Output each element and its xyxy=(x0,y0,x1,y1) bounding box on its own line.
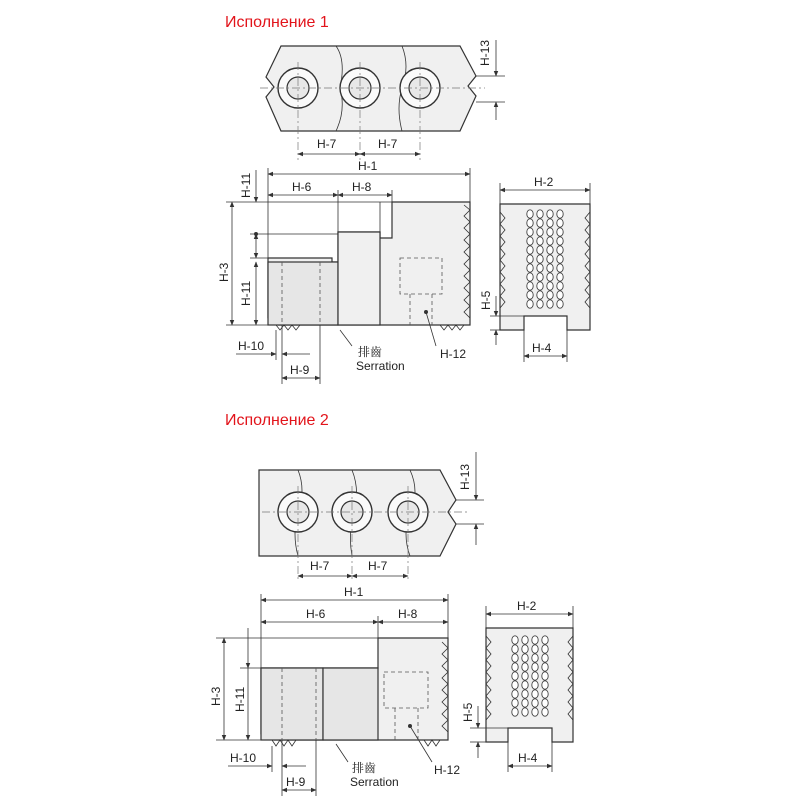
dim-label-h7-right-2: H-7 xyxy=(368,559,388,573)
serration-label-2: Serration xyxy=(350,775,399,789)
serration-tooth xyxy=(557,273,563,281)
serration-tooth xyxy=(542,645,548,653)
serration-tooth xyxy=(557,282,563,290)
dim-label-h10-1: H-10 xyxy=(238,339,265,353)
section-2-title: Исполнение 2 xyxy=(225,412,329,429)
serration-tooth xyxy=(532,663,538,671)
end-view-2 xyxy=(470,606,573,772)
dim-label-h11-lower-1: H-11 xyxy=(239,280,253,306)
serration-tooth xyxy=(522,699,528,707)
serration-tooth xyxy=(557,246,563,254)
serration-tooth xyxy=(542,699,548,707)
serration-tooth xyxy=(527,237,533,245)
dim-label-h11-2: H-11 xyxy=(233,686,247,712)
dim-label-h4-2: H-4 xyxy=(518,751,538,765)
serration-tooth xyxy=(512,663,518,671)
dim-label-h1-2: H-1 xyxy=(344,585,364,599)
serration-tooth xyxy=(512,681,518,689)
serration-label-1: Serration xyxy=(356,359,405,373)
serration-tooth xyxy=(532,690,538,698)
serration-tooth xyxy=(557,237,563,245)
serration-tooth xyxy=(537,282,543,290)
serration-tooth xyxy=(512,654,518,662)
dim-label-h3-1: H-3 xyxy=(217,262,231,282)
serration-tooth xyxy=(512,636,518,644)
dim-label-h3-2: H-3 xyxy=(209,686,223,706)
dim-label-h9-2: H-9 xyxy=(286,775,306,789)
serration-tooth xyxy=(527,246,533,254)
serration-tooth xyxy=(512,672,518,680)
serration-tooth xyxy=(557,300,563,308)
end-view-1 xyxy=(490,183,590,362)
serration-tooth xyxy=(537,237,543,245)
serration-tooth xyxy=(547,300,553,308)
serration-tooth xyxy=(532,699,538,707)
serration-tooth xyxy=(537,273,543,281)
dim-label-h11-upper-1: H-11 xyxy=(239,172,253,198)
serration-tooth xyxy=(537,219,543,227)
serration-tooth xyxy=(537,264,543,272)
serration-cjk-label-1: 排齒 xyxy=(358,345,383,359)
serration-tooth xyxy=(522,663,528,671)
serration-tooth xyxy=(542,663,548,671)
serration-tooth xyxy=(542,690,548,698)
serration-tooth xyxy=(537,300,543,308)
serration-tooth xyxy=(547,219,553,227)
dim-label-h12-2: H-12 xyxy=(434,763,461,777)
serration-tooth xyxy=(522,672,528,680)
serration-tooth xyxy=(532,654,538,662)
serration-tooth xyxy=(512,690,518,698)
dim-label-h6-2: H-6 xyxy=(306,607,326,621)
serration-tooth xyxy=(542,654,548,662)
serration-tooth xyxy=(542,672,548,680)
dim-label-h8-1: H-8 xyxy=(352,180,372,194)
serration-tooth xyxy=(537,291,543,299)
serration-tooth xyxy=(557,291,563,299)
serration-tooth xyxy=(557,228,563,236)
dim-label-h5-2: H-5 xyxy=(461,702,475,722)
dim-label-h1-1: H-1 xyxy=(358,159,378,173)
serration-tooth xyxy=(522,708,528,716)
dim-label-h13-2: H-13 xyxy=(458,463,472,490)
serration-tooth xyxy=(532,708,538,716)
serration-tooth xyxy=(547,246,553,254)
serration-tooth xyxy=(537,228,543,236)
serration-tooth xyxy=(547,273,553,281)
dim-label-h7-left-1: H-7 xyxy=(317,137,337,151)
serration-tooth xyxy=(532,681,538,689)
serration-tooth xyxy=(532,636,538,644)
serration-tooth xyxy=(532,645,538,653)
serration-tooth xyxy=(527,210,533,218)
serration-tooth xyxy=(537,210,543,218)
serration-tooth xyxy=(542,636,548,644)
dim-label-h2-1: H-2 xyxy=(534,175,554,189)
serration-tooth xyxy=(527,219,533,227)
dim-label-h12-1: H-12 xyxy=(440,347,467,361)
serration-cjk-label-2: 排齒 xyxy=(352,761,377,775)
serration-tooth xyxy=(557,210,563,218)
serration-tooth xyxy=(547,282,553,290)
serration-tooth xyxy=(547,237,553,245)
serration-tooth xyxy=(557,264,563,272)
serration-tooth xyxy=(547,291,553,299)
section-1-title: Исполнение 1 xyxy=(225,14,329,31)
dim-label-h10-2: H-10 xyxy=(230,751,257,765)
serration-tooth xyxy=(557,219,563,227)
serration-tooth xyxy=(527,291,533,299)
serration-tooth xyxy=(547,210,553,218)
serration-tooth xyxy=(527,273,533,281)
serration-tooth xyxy=(522,654,528,662)
serration-tooth xyxy=(547,255,553,263)
serration-tooth xyxy=(537,246,543,254)
dim-label-h6-1: H-6 xyxy=(292,180,312,194)
serration-tooth xyxy=(527,300,533,308)
dim-label-h2-2: H-2 xyxy=(517,599,537,613)
serration-tooth xyxy=(512,708,518,716)
dim-label-h9-1: H-9 xyxy=(290,363,310,377)
serration-tooth xyxy=(512,699,518,707)
dim-label-h13-1: H-13 xyxy=(478,39,492,66)
serration-tooth xyxy=(547,228,553,236)
side-view-2 xyxy=(216,594,448,796)
serration-tooth xyxy=(522,636,528,644)
dim-label-h5-1: H-5 xyxy=(479,290,493,310)
serration-tooth xyxy=(512,645,518,653)
serration-tooth xyxy=(557,255,563,263)
serration-tooth xyxy=(522,681,528,689)
serration-tooth xyxy=(527,282,533,290)
serration-tooth xyxy=(527,264,533,272)
dim-label-h8-2: H-8 xyxy=(398,607,418,621)
serration-tooth xyxy=(542,681,548,689)
dim-label-h7-right-1: H-7 xyxy=(378,137,398,151)
serration-tooth xyxy=(527,228,533,236)
serration-tooth xyxy=(527,255,533,263)
dim-label-h4-1: H-4 xyxy=(532,341,552,355)
serration-tooth xyxy=(537,255,543,263)
serration-tooth xyxy=(532,672,538,680)
serration-tooth xyxy=(522,645,528,653)
serration-tooth xyxy=(542,708,548,716)
serration-tooth xyxy=(547,264,553,272)
dim-label-h7-left-2: H-7 xyxy=(310,559,330,573)
serration-tooth xyxy=(522,690,528,698)
